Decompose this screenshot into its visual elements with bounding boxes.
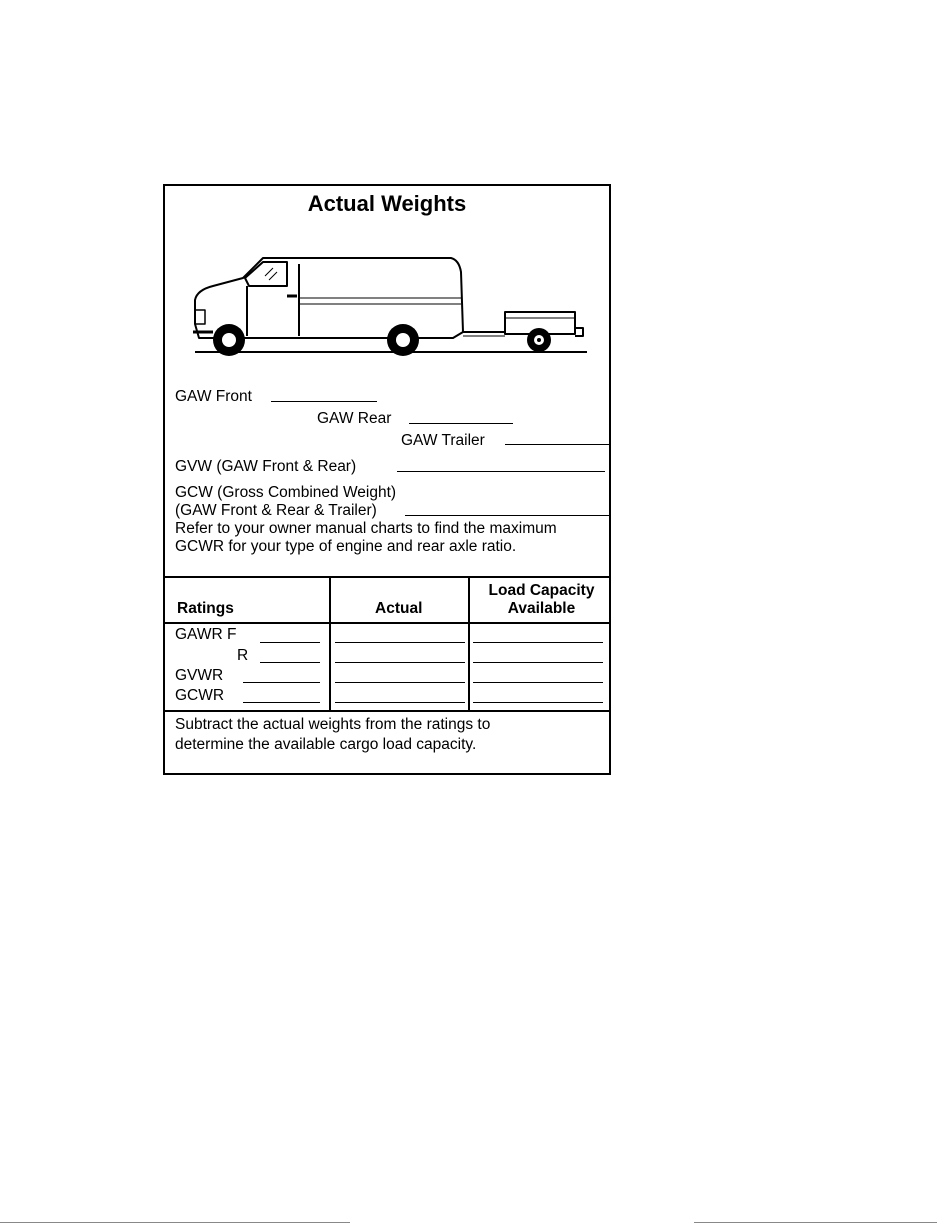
actual-blank-gawr-f: [335, 642, 465, 643]
gcw-label-line2: (GAW Front & Rear & Trailer): [175, 502, 377, 519]
page-edge-rule-right: [694, 1222, 937, 1223]
table-bottom-rule: [165, 710, 609, 712]
rating-blank-gvwr: [243, 682, 320, 683]
row-label-gvwr: GVWR: [175, 667, 224, 684]
header-actual: Actual: [375, 600, 423, 617]
header-capacity-line2: Available: [507, 600, 576, 617]
actual-weights-card: [163, 184, 611, 775]
van-with-trailer-icon: [187, 252, 587, 358]
note-line2: GCWR for your type of engine and rear axle ratio.: [175, 538, 517, 555]
row-label-gawr-f: GAWR F: [175, 626, 237, 643]
row-label-gawr-r: R: [237, 647, 249, 664]
actual-blank-gcwr: [335, 702, 465, 703]
gvw-label: GVW (GAW Front & Rear): [175, 458, 357, 475]
actual-blank-gawr-r: [335, 662, 465, 663]
rating-blank-gawr-f: [260, 642, 320, 643]
gvw-blank: [397, 471, 605, 472]
gaw-rear-blank: [409, 423, 513, 424]
rating-blank-gawr-r: [260, 662, 320, 663]
gcw-label-line1: GCW (Gross Combined Weight): [175, 484, 397, 501]
capacity-blank-gvwr: [473, 682, 603, 683]
actual-blank-gvwr: [335, 682, 465, 683]
row-label-gcwr: GCWR: [175, 687, 225, 704]
header-capacity-line1: Load Capacity: [488, 582, 595, 599]
table-col-divider-1: [329, 576, 331, 710]
footer-line1: Subtract the actual weights from the ratings to: [175, 716, 491, 733]
rating-blank-gcwr: [243, 702, 320, 703]
capacity-blank-gawr-r: [473, 662, 603, 663]
gaw-front-blank: [271, 401, 377, 402]
capacity-blank-gcwr: [473, 702, 603, 703]
gaw-rear-label: GAW Rear: [317, 410, 392, 427]
header-ratings: Ratings: [177, 600, 234, 617]
gcw-blank: [405, 515, 609, 516]
capacity-blank-gawr-f: [473, 642, 603, 643]
footer-line2: determine the available cargo load capacity.: [175, 736, 477, 753]
table-top-rule: [165, 576, 609, 578]
page-edge-rule-left: [0, 1222, 350, 1223]
table-header-rule: [165, 622, 609, 624]
note-line1: Refer to your owner manual charts to find the maximum: [175, 520, 557, 537]
gaw-front-label: GAW Front: [175, 388, 252, 405]
card-title: Actual Weights: [307, 191, 467, 216]
gaw-trailer-blank: [505, 444, 609, 445]
gaw-trailer-label: GAW Trailer: [401, 432, 485, 449]
